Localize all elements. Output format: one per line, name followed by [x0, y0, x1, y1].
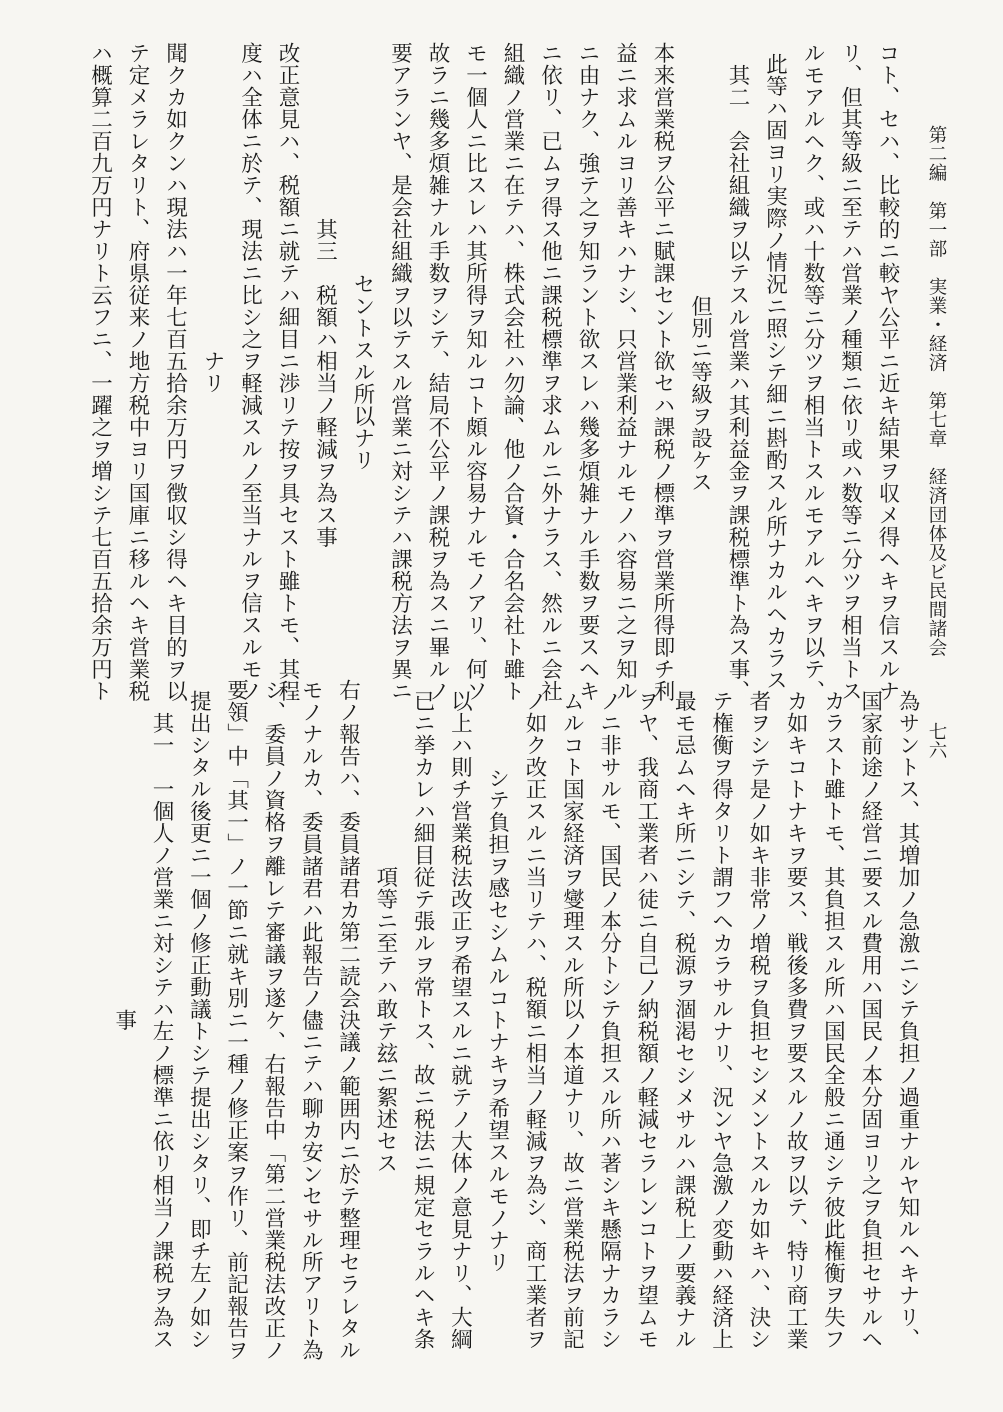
text-column: ハ概算二百九万円ナリト云フニ、一躍之ヲ増シテ七百五拾余万円ト — [87, 42, 113, 702]
text-column: シ、委員ノ資格ヲ離レテ審議ヲ遂ケ、右報告中「第二営業税法改正ノ — [260, 679, 286, 1361]
text-column: 以上ハ則チ営業税法改正ヲ希望スルニ就テノ大体ノ意見ナリ、大綱 — [447, 690, 473, 1350]
text-column: 改正意見ハ、税額ニ就テハ細目ニ渉リテ按ヲ具セスト雖トモ、其程 — [275, 42, 300, 702]
text-column: 為サントス、其増加ノ急激ニシテ負担ノ過重ナルヤ知ルヘキナリ、 — [895, 690, 920, 1350]
text-column: ニ依リ、已ムヲ得ス他ニ課税標準ヲ求ムルニ外ナラス、然ルニ会社 — [537, 42, 563, 702]
text-column: 組織ノ営業ニ在テハ、株式会社ハ勿論、他ノ合資・合名会社ト雖ト — [500, 42, 525, 702]
running-header: 第二編 第一部 実業・経済 第七章 経済団体及ビ民間諸会 — [926, 125, 947, 657]
text-column: セントスル所以ナリ — [350, 273, 375, 471]
page-number: 七六 — [926, 722, 947, 759]
text-column: 其二 会社組織ヲ以テスル営業ハ其利益金ヲ課税標準ト為ス事、 — [725, 42, 750, 702]
text-column: ノ如ク改正スルニ当リテハ、税額ニ相当ノ軽減ヲ為シ、商工業者ヲ — [522, 690, 547, 1350]
text-column: ナリ — [200, 350, 225, 394]
text-column: カ如キコトナキヲ要ス、戦後多費ヲ要スルノ故ヲ以テ、特リ商工業 — [783, 690, 809, 1350]
text-column: 但別ニ等級ヲ設ケス — [687, 251, 713, 493]
text-column: テ定メラレタリト、府県従来ノ地方税中ヨリ国庫ニ移ルヘキ営業税 — [125, 42, 150, 702]
text-column: 最モ忌ムヘキ所ニシテ、税源ヲ涸渇セシメサルハ課税上ノ要義ナル — [671, 690, 697, 1350]
text-column: 要アランヤ、是会社組織ヲ以テスル営業ニ対シテハ課税方法ヲ異ニ — [387, 42, 413, 702]
text-column: ニ由ナク、強テ之ヲ知ラント欲スレハ幾多煩雑ナル手数ヲ要スヘキ — [575, 42, 600, 702]
text-column: ヲヤ、我商工業者ハ徒ニ自己ノ納税額ノ軽減セラレンコトヲ望ムモ — [633, 690, 659, 1350]
text-column: ルモアルヘク、或ハ十数等ニ分ツヲ相当トスルモアルヘキヲ以テ、 — [800, 42, 825, 702]
text-column: 聞クカ如クンハ現法ハ一年七百五拾余万円ヲ徴収シ得ヘキ目的ヲ以 — [162, 42, 188, 702]
text-column: モ一個人ニ比スレハ其所得ヲ知ルコト頗ル容易ナルモノアリ、何ソ — [462, 42, 488, 702]
text-column: 其三 税額ハ相当ノ軽減ヲ為ス事 — [312, 196, 338, 548]
text-column: 要領」中「其一」ノ一節ニ就キ別ニ一種ノ修正案ヲ作リ、前記報告ヲ — [223, 679, 249, 1361]
text-column: 項等ニ至テハ敢テ玆ニ絮述セス — [372, 866, 398, 1174]
text-column: カラスト雖トモ、其負担スル所ハ国民全般ニ通シテ彼此権衡ヲ失フ — [820, 690, 846, 1350]
text-column: リ、但其等級ニ至テハ営業ノ種類ニ依リ或ハ数等ニ分ツヲ相当トス — [837, 42, 863, 702]
text-column: シテ負担ヲ感セシムルコトナキヲ希望スルモノナリ — [484, 767, 510, 1273]
text-column: 其一 一個人ノ営業ニ対シテハ左ノ標準ニ依リ相当ノ課税ヲ為ス — [149, 690, 174, 1350]
text-column: 本来営業税ヲ公平ニ賦課セント欲セハ課税ノ標準ヲ営業所得即チ利 — [650, 42, 675, 702]
text-column: 度ハ全体ニ於テ、現法ニ比シ之ヲ軽減スルノ至当ナルヲ信スルモノ — [237, 42, 263, 702]
text-column: 已ニ挙カレハ細目従テ張ルヲ常トス、故ニ税法ニ規定セラルヘキ条 — [410, 690, 436, 1350]
text-column: 事 — [111, 1009, 137, 1031]
text-column: ノニ非サルモ、国民ノ本分トシテ負担スル所ハ著シキ懸隔ナカラシ — [596, 690, 622, 1350]
text-column: 右ノ報告ハ、委員諸君カ第二読会決議ノ範囲内ニ於テ整理セラレタル — [335, 679, 361, 1361]
text-column: モノナルカ、委員諸君ハ此報告ノ儘ニテハ聊カ安ンセサル所アリト為 — [298, 679, 324, 1361]
text-column: コト、セハ、比較的ニ較ヤ公平ニ近キ結果ヲ収メ得ヘキヲ信スルナ — [875, 42, 900, 702]
text-column: 此等ハ固ヨリ実際ノ情況ニ照シテ細ニ斟酌スル所ナカルヘカラス — [762, 53, 788, 691]
text-column: テ権衡ヲ得タリト謂フヘカラサルナリ、況ンヤ急激ノ変動ハ経済上 — [708, 690, 734, 1350]
text-column: 益ニ求ムルヨリ善キハナシ、只営業利益ナルモノハ容易ニ之ヲ知ル — [612, 42, 638, 702]
text-column: 者ヲシテ是ノ如キ非常ノ増税ヲ負担セシメントスルカ如キハ、決シ — [745, 690, 771, 1350]
text-column: 国家前途ノ経営ニ要スル費用ハ国民ノ本分固ヨリ之ヲ負担セサルヘ — [857, 690, 883, 1350]
text-column: 故ラニ幾多煩雑ナル手数ヲシテ、結局不公平ノ課税ヲ為スニ畢ルノ — [425, 42, 450, 702]
text-column: 提出シタル後更ニ一個ノ修正動議トシテ提出シタリ、即チ左ノ如シ — [186, 690, 212, 1350]
text-column: ムルコト国家経済ヲ燮理スル所以ノ本道ナリ、故ニ営業税法ヲ前記 — [559, 690, 585, 1350]
